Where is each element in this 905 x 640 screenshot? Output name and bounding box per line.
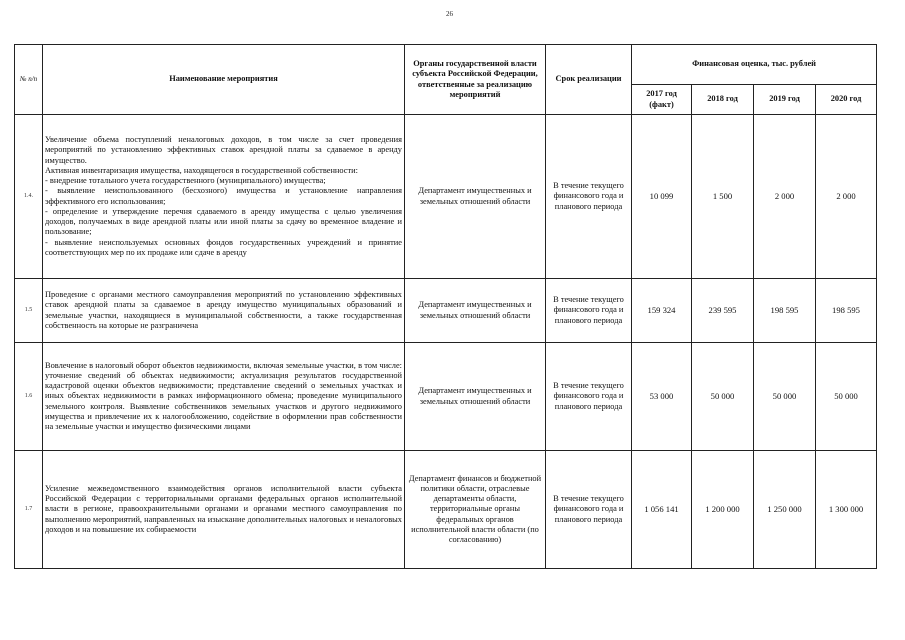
row-number: 1.6 [15,343,43,451]
implementation-term: В течение текущего финансового года и планового периода [546,115,632,279]
value-2017: 159 324 [632,279,692,343]
page-number: 26 [446,10,453,18]
table-row [15,279,877,343]
header-term: Срок реализации [546,45,632,115]
description-line: - выявление неиспользуемых основных фондов государственных учреждений и принятие соответствующих мер по их продаже или сдаче в аренду [45,237,402,257]
header-year-2017: 2017 год (факт) [632,85,692,115]
measure-description [43,451,405,569]
value-2020: 50 000 [816,343,877,451]
row-number: 1.5 [15,279,43,343]
value-2019: 1 250 000 [754,451,816,569]
value-2017: 1 056 141 [632,451,692,569]
header-name: Наименование мероприятия [43,45,405,115]
value-2019: 198 595 [754,279,816,343]
description-line: Увеличение объема поступлений неналоговых доходов, в том числе за счет проведения мероприятий по установлению эффективных ставок арендной платы за сдаваемое в аренду имущество. [45,135,402,165]
header-agency: Органы государственной власти субъекта Российской Федерации, ответственные за реализацию мероприятий [405,45,546,115]
value-2018: 50 000 [692,343,754,451]
table-row [15,115,877,279]
value-2017: 10 099 [632,115,692,279]
value-2018: 1 200 000 [692,451,754,569]
header-num: № п/п [15,45,43,115]
row-number: 1.4. [15,115,43,279]
table-row [15,343,877,451]
value-2017: 53 000 [632,343,692,451]
row-number: 1.7 [15,451,43,569]
measure-description [43,279,405,343]
description-line: Усиление межведомственного взаимодействия органов исполнительной власти субъекта Российской Федерации с территориальными органами федеральных органов исполнительной власти в регионе, правоохранительными органами и органами местного самоуправления по выполнению мероприятий, направленных на изыскание дополнительных налоговых и неналоговых доходов и на повышение их собираемости [45,483,402,534]
implementation-term: В течение текущего финансового года и планового периода [546,279,632,343]
description-line: - выявление неиспользованного (бесхозного) имущества и установление направления эффективного его использования; [45,186,402,206]
value-2018: 1 500 [692,115,754,279]
description-line: - определение и утверждение перечня сдаваемого в аренду имущества с целью увеличения доходов, получаемых в виде арендной платы или иной платы за сдачу во временное владение и пользование; [45,206,402,237]
header-year-2018: 2018 год [692,85,754,115]
header-year-2019: 2019 год [754,85,816,115]
value-2020: 2 000 [816,115,877,279]
responsible-agency: Департамент имущественных и земельных отношений области [405,343,546,451]
responsible-agency: Департамент имущественных и земельных отношений области [405,279,546,343]
description-line: Проведение с органами местного самоуправления мероприятий по установлению эффективных ставок арендной платы за сдаваемое в аренду имущество муниципальных образований и земельные участки, находящиеся в муниципальной собственности, а также государственная собственность на которые не разграничена [45,290,402,330]
value-2019: 50 000 [754,343,816,451]
measure-description [43,115,405,279]
measures-table [14,44,877,569]
implementation-term: В течение текущего финансового года и планового периода [546,451,632,569]
description-line: - внедрение тотального учета государственного (муниципального) имущества; [45,176,326,185]
header-year-2020: 2020 год [816,85,877,115]
description-line: Активная инвентаризация имущества, находящегося в государственной собственности: [45,165,358,175]
description-line: Вовлечение в налоговый оборот объектов недвижимости, включая земельные участки, в том числе: уточнение сведений об объектах недвижимости; актуализация результатов государственной кадастровой оценки объектов недвижимости; представление сведений о земельных участках и иных объектах недвижимости в рамках информационного обмена; проведение муниципального земельного контроля. Выявление собственников земельных участков и другого недвижимого имущества и привлечение их к налогообложению, содействие в оформлении прав собственности на земельные участки и имущество физическими лицами [45,360,402,432]
responsible-agency: Департамент имущественных и земельных отношений области [405,115,546,279]
responsible-agency: Департамент финансов и бюджетной политики области, отраслевые департаменты области, территориальные органы федеральных органов исполнительной власти области (по согласованию) [405,451,546,569]
value-2020: 1 300 000 [816,451,877,569]
value-2019: 2 000 [754,115,816,279]
implementation-term: В течение текущего финансового года и планового периода [546,343,632,451]
measure-description [43,343,405,451]
header-finance: Финансовая оценка, тыс. рублей [632,45,877,85]
table-row [15,451,877,569]
value-2020: 198 595 [816,279,877,343]
value-2018: 239 595 [692,279,754,343]
